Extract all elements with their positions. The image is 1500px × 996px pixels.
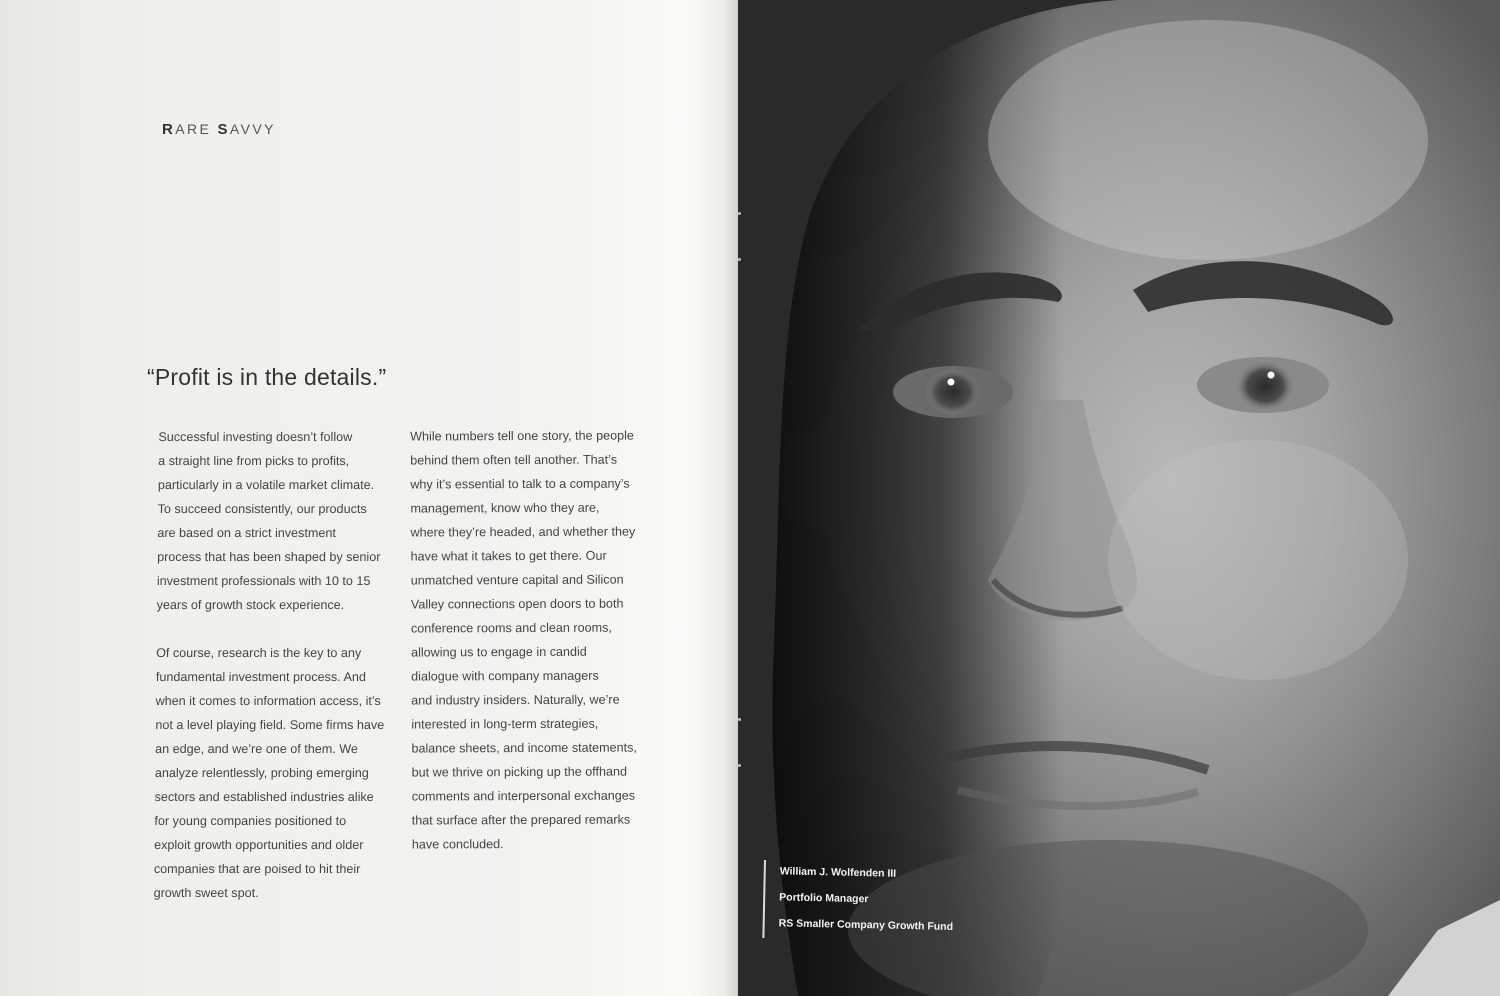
binding-staple-marks: [738, 0, 742, 996]
caption-fund: RS Smaller Company Growth Fund: [778, 917, 954, 933]
column-right-paragraph-1: While numbers tell one story, the people behind them often tell another. That’s why it’s essential to talk to a company’s management, know who they are, where they’re headed, and whether they have what it takes to get there. Our unmatched venture capital and Silicon Valley connections open doors to both conference rooms and clean rooms, allowing us to engage in candid dialogue with company managers and industry insiders. Naturally, we’re interested in long-term strategies, balance sheets, and income statements, but we thrive on picking up the offhand comments and interpersonal exchanges that surface after the prepared remarks have concluded.: [410, 428, 637, 852]
left-page: [0, 0, 738, 996]
text-column-right: [410, 423, 652, 856]
section-title-initial-1: R: [162, 121, 176, 138]
section-title-rest-2: AVVY: [229, 121, 276, 137]
right-page: [738, 0, 1500, 996]
caption-role: Portfolio Manager: [779, 891, 869, 906]
section-title-initial-2: S: [217, 121, 230, 138]
column-left-paragraph-1: Successful investing doesn’t follow a straight line from picks to profits, particularly in a volatile market climate. To succeed consistently, our products are based on a strict investment process that has been shaped by senior investment professionals with 10 to 15 years of growth stock experience.: [156, 430, 381, 612]
text-column-left: [153, 425, 398, 905]
section-title: [162, 121, 276, 138]
photo-caption: [762, 860, 954, 942]
section-title-rest-1: ARE: [175, 121, 218, 137]
portrait-photo: [738, 0, 1500, 996]
caption-name: William J. Wolfenden III: [779, 865, 897, 880]
column-left-paragraph-2: Of course, research is the key to any fundamental investment process. And when it comes to information access, it’s not a level playing field. Some firms have an edge, and we’re one of them. We analyze relentlessly, probing emerging sectors and established industries alike for young companies positioned to exploit growth opportunities and older companies that are poised to hit their growth sweet spot.: [153, 646, 385, 900]
headline-quote: “Profit is in the details.”: [147, 364, 387, 390]
